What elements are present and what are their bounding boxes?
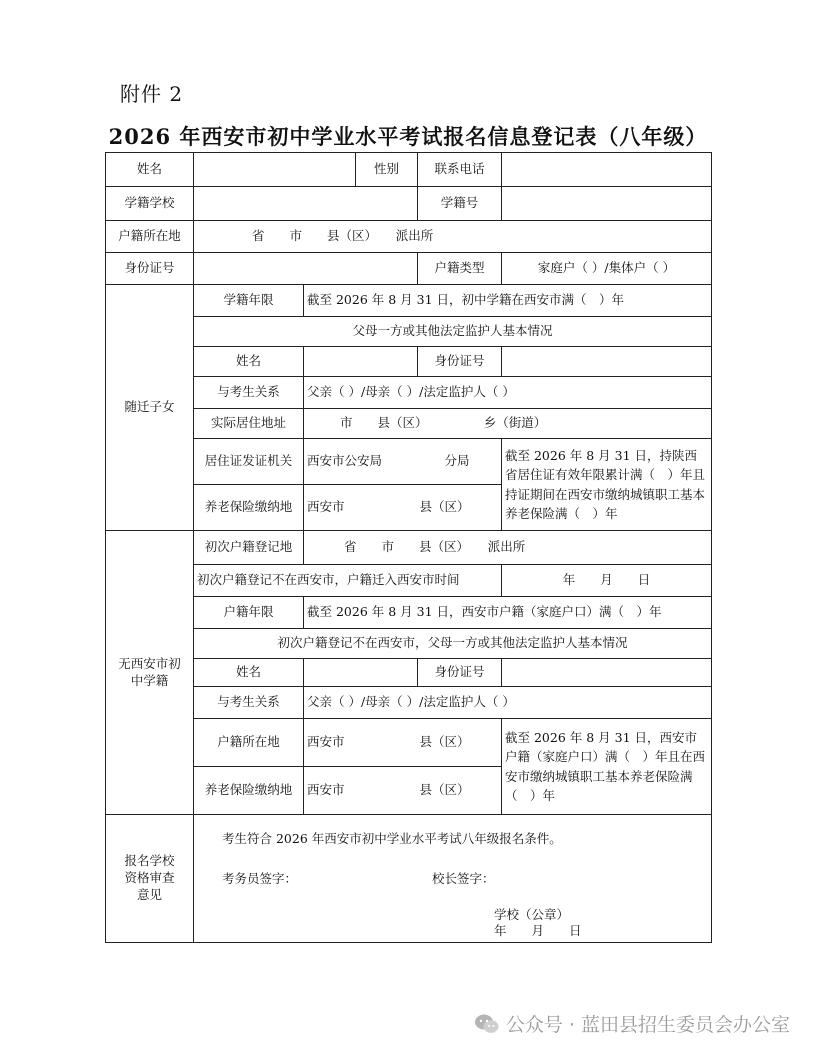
label-first-reg: 初次户籍登记地	[194, 531, 304, 565]
registration-form	[105, 152, 712, 943]
value-no-xian-relation[interactable]: 父亲（ ）/母亲（ ）/法定监护人（ ）	[304, 687, 712, 719]
input-phone[interactable]	[502, 153, 712, 187]
input-guardian-id[interactable]	[502, 347, 712, 377]
input-name[interactable]	[194, 153, 356, 187]
row-name	[106, 153, 712, 187]
principal-signature[interactable]: 校长签字：	[432, 871, 495, 886]
section-migrant: 随迁子女	[106, 285, 194, 531]
row-moved-in	[106, 565, 712, 597]
row-id	[106, 253, 712, 285]
value-address[interactable]: 市 县（区） 乡（街道）	[304, 409, 712, 439]
staff-signature[interactable]: 考务员签字：	[222, 871, 298, 886]
label-student-no: 学籍号	[418, 187, 502, 221]
row-migrant-relation	[106, 377, 712, 409]
label-school: 学籍学校	[106, 187, 194, 221]
row-school	[106, 187, 712, 221]
value-hukou-location[interactable]: 省 市 县（区） 派出所	[194, 221, 712, 253]
value-no-xian-hukou-loc[interactable]: 西安市 县（区）	[304, 719, 502, 767]
label-insurance: 养老保险缴纳地	[194, 485, 304, 531]
row-no-xian-guardian-heading	[106, 629, 712, 659]
label-school-years: 学籍年限	[194, 285, 304, 317]
school-seal: 学校（公章）	[494, 907, 570, 922]
label-relation: 与考生关系	[194, 377, 304, 409]
label-no-xian-relation: 与考生关系	[194, 687, 304, 719]
input-guardian-name[interactable]	[304, 347, 418, 377]
review-date: 年 月 日	[494, 923, 582, 938]
input-id-no[interactable]	[194, 253, 418, 285]
row-no-xian-hukou-loc	[106, 719, 712, 767]
label-hukou-type: 户籍类型	[418, 253, 502, 285]
row-migrant-address	[106, 409, 712, 439]
label-no-xian-guardian-id: 身份证号	[418, 659, 502, 687]
migrant-note: 截至 2026 年 8 月 31 日，持陕西省居住证有效年限累计满（ ）年且持证期间在西安市缴纳城镇职工基本养老保险满（ ）年	[502, 439, 712, 531]
value-relation[interactable]: 父亲（ ）/母亲（ ）/法定监护人（ ）	[304, 377, 712, 409]
label-moved-in: 初次户籍登记不在西安市，户籍迁入西安市时间	[194, 565, 502, 597]
input-no-xian-guardian-id[interactable]	[502, 659, 712, 687]
no-xian-guardian-heading: 初次户籍登记不在西安市，父母一方或其他法定监护人基本情况	[194, 629, 712, 659]
label-hukou-location: 户籍所在地	[106, 221, 194, 253]
label-phone: 联系电话	[418, 153, 502, 187]
wechat-icon	[474, 1013, 500, 1035]
watermark-text: 公众号 · 蓝田县招生委员会办公室	[505, 1014, 790, 1036]
label-gender: 性别	[356, 153, 418, 187]
label-id-no: 身份证号	[106, 253, 194, 285]
row-no-xian-relation	[106, 687, 712, 719]
input-school[interactable]	[194, 187, 418, 221]
watermark	[474, 1010, 790, 1037]
row-migrant-guardian-name	[106, 347, 712, 377]
input-student-no[interactable]	[502, 187, 712, 221]
input-no-xian-guardian-name[interactable]	[304, 659, 418, 687]
row-review	[106, 815, 712, 943]
row-migrant-years	[106, 285, 712, 317]
row-first-reg	[106, 531, 712, 565]
review-statement: 考生符合 2026 年西安市初中学业水平考试八年级报名条件。	[222, 831, 562, 846]
label-permit: 居住证发证机关	[194, 439, 304, 485]
row-migrant-guardian-heading	[106, 317, 712, 347]
label-no-xian-hukou-loc: 户籍所在地	[194, 719, 304, 767]
no-xian-note: 截至 2026 年 8 月 31 日，西安市户籍（家庭户口）满（ ）年且在西安市缴纳城镇职工基本养老保险满（ ）年	[502, 719, 712, 815]
value-insurance[interactable]: 西安市 县（区）	[304, 485, 502, 531]
label-no-xian-guardian-name: 姓名	[194, 659, 304, 687]
value-hukou-type[interactable]: 家庭户（ ）/集体户（ ）	[502, 253, 712, 285]
label-address: 实际居住地址	[194, 409, 304, 439]
row-hukou-location	[106, 221, 712, 253]
section-review: 报名学校资格审查意见	[106, 815, 194, 943]
value-hukou-years[interactable]: 截至 2026 年 8 月 31 日，西安市户籍（家庭户口）满（ ）年	[304, 597, 712, 629]
review-area	[194, 815, 712, 943]
section-no-xian: 无西安市初中学籍	[106, 531, 194, 815]
attachment-label: 附件 2	[120, 82, 184, 106]
value-school-years[interactable]: 截至 2026 年 8 月 31 日，初中学籍在西安市满（ ）年	[304, 285, 712, 317]
label-no-xian-insurance: 养老保险缴纳地	[194, 767, 304, 815]
label-hukou-years: 户籍年限	[194, 597, 304, 629]
label-name: 姓名	[106, 153, 194, 187]
value-permit[interactable]: 西安市公安局 分局	[304, 439, 502, 485]
label-guardian-id: 身份证号	[418, 347, 502, 377]
row-hukou-years	[106, 597, 712, 629]
label-guardian-name: 姓名	[194, 347, 304, 377]
form-title: 2026 年西安市初中学业水平考试报名信息登记表（八年级）	[108, 124, 708, 149]
migrant-guardian-heading: 父母一方或其他法定监护人基本情况	[194, 317, 712, 347]
row-migrant-permit	[106, 439, 712, 485]
value-no-xian-insurance[interactable]: 西安市 县（区）	[304, 767, 502, 815]
row-no-xian-guardian-name	[106, 659, 712, 687]
value-moved-in[interactable]: 年 月 日	[502, 565, 712, 597]
value-first-reg[interactable]: 省 市 县（区） 派出所	[304, 531, 712, 565]
